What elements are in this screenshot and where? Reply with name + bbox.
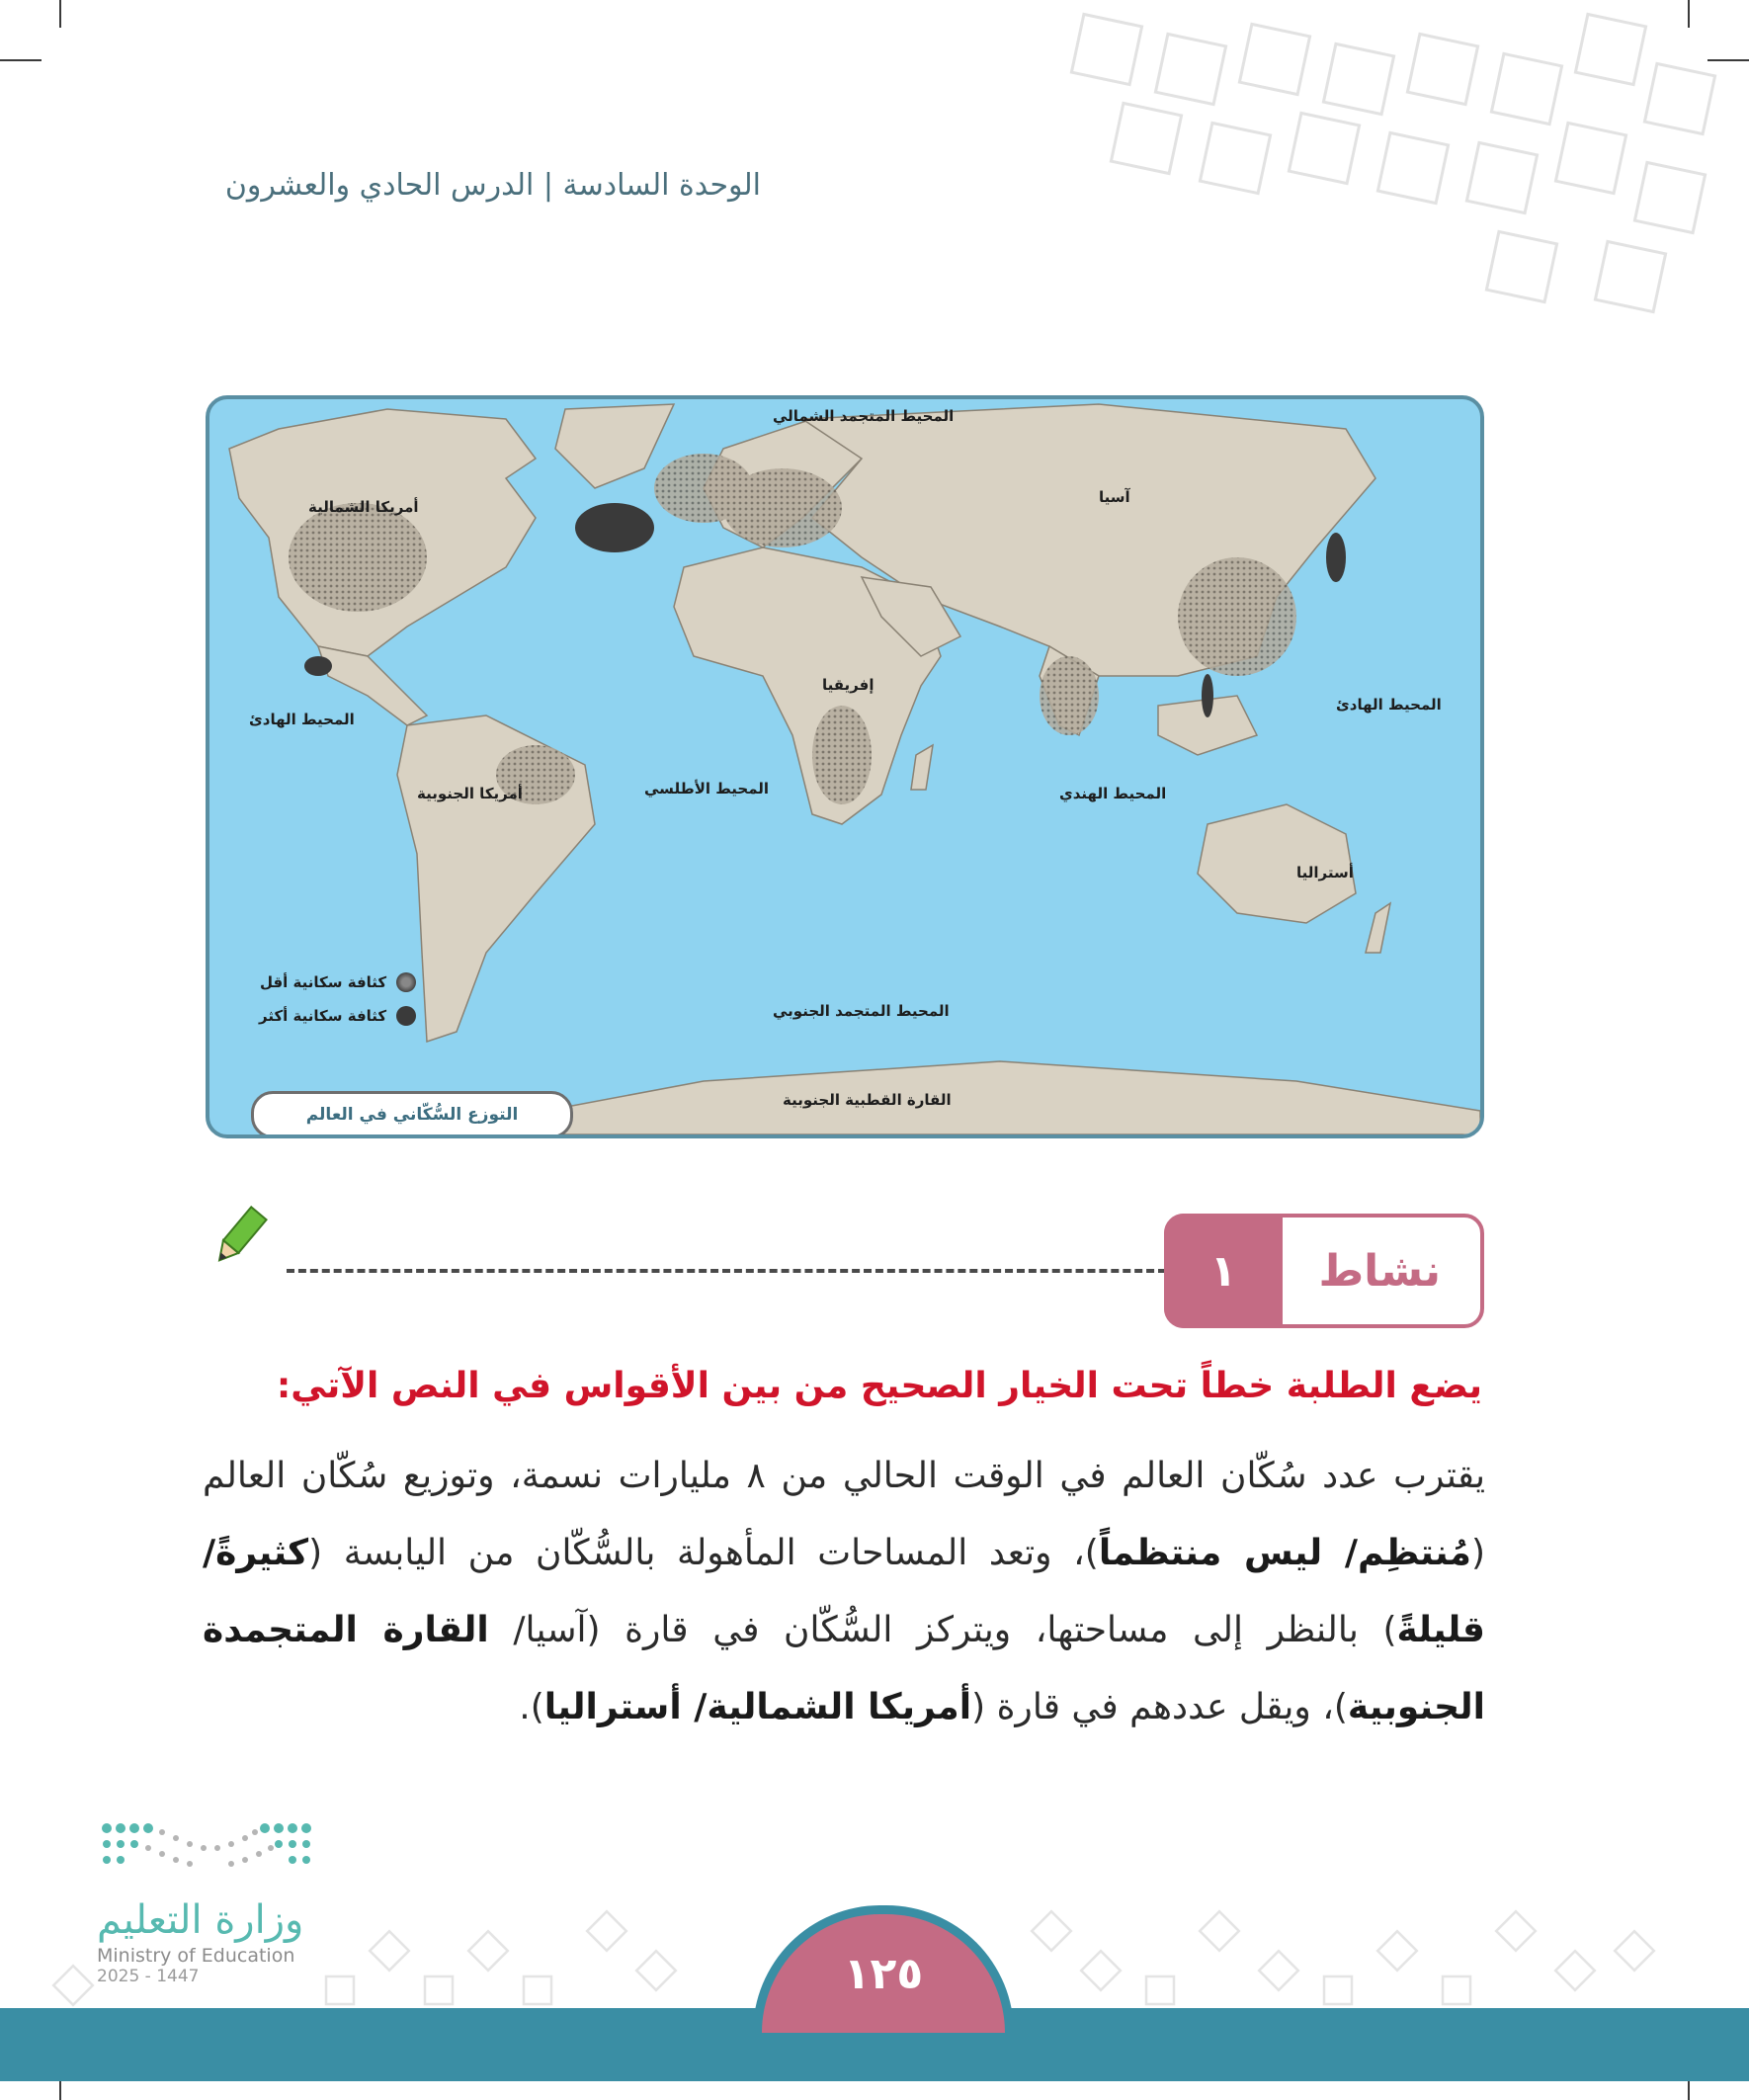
map-caption: التوزع السُّكّاني في العالم bbox=[251, 1091, 573, 1138]
crop-mark bbox=[0, 59, 42, 61]
logo-year-text: 2025 - 1447 bbox=[97, 1967, 200, 1986]
label-australia: أستراليا bbox=[1296, 864, 1354, 882]
activity-divider bbox=[287, 1269, 1166, 1273]
pencil-icon bbox=[206, 1206, 275, 1275]
legend-swatch-more bbox=[396, 1006, 416, 1026]
lesson-title: الدرس الحادي والعشرون bbox=[224, 168, 535, 203]
legend-swatch-less bbox=[396, 972, 416, 992]
option-antarctica: القارة المتجمدة الجنوبية bbox=[203, 1610, 1485, 1727]
page-header bbox=[208, 168, 761, 203]
option-continents: أمريكا الشمالية/ أستراليا bbox=[543, 1687, 972, 1727]
logo-arabic-text: وزارة التعليم bbox=[97, 1897, 304, 1943]
label-arctic-ocean: المحيط المتجمد الشمالي bbox=[773, 407, 955, 425]
paragraph-text: )، وتعد المساحات المأهولة بالسُّكّان من اليابسة ( bbox=[308, 1533, 1099, 1573]
activity-instruction: يضع الطلبة خطاً تحت الخيار الصحيح من بين الأقواس في النص الآتي: bbox=[276, 1366, 1482, 1406]
label-pacific-east: المحيط الهادئ bbox=[1336, 696, 1442, 714]
label-north-america: أمريكا الشمالية bbox=[308, 498, 419, 516]
paragraph-text: ). bbox=[519, 1687, 544, 1727]
option-regular: مُنتظِم/ ليس منتظماً bbox=[1098, 1533, 1471, 1573]
legend-label-less: كثافة سكانية أقل bbox=[259, 973, 387, 991]
crop-mark bbox=[59, 0, 61, 28]
paragraph-text: )، ويقل عددهم في قارة ( bbox=[971, 1687, 1348, 1727]
legend-row-less bbox=[259, 972, 416, 992]
activity-number: ١ bbox=[1164, 1214, 1283, 1328]
label-indian-ocean: المحيط الهندي bbox=[1059, 785, 1167, 802]
label-southern-ocean: المحيط المتجمد الجنوبي bbox=[773, 1002, 950, 1020]
map-legend bbox=[259, 972, 416, 1040]
activity-paragraph bbox=[203, 1438, 1485, 1746]
option-many-few: كثيرةً/ قليلةً bbox=[203, 1533, 1485, 1650]
logo-dots-icon bbox=[97, 1818, 314, 1888]
legend-row-more bbox=[259, 1006, 416, 1026]
unit-title: الوحدة السادسة bbox=[562, 168, 761, 203]
label-atlantic-ocean: المحيط الأطلسي bbox=[644, 780, 770, 798]
paragraph-text: ) بالنظر إلى مساحتها، ويتركز السُّكّان في قارة (آسيا/ bbox=[488, 1610, 1397, 1650]
label-africa: إفريقيا bbox=[822, 676, 874, 694]
header-separator: | bbox=[542, 168, 553, 203]
decorative-pattern bbox=[1057, 0, 1749, 326]
label-south-america: أمريكا الجنوبية bbox=[417, 785, 523, 802]
page-number: ١٢٥ bbox=[753, 1905, 1014, 2033]
label-asia: آسيا bbox=[1099, 488, 1130, 506]
activity-title: نشاط bbox=[1318, 1245, 1441, 1297]
label-pacific-west: المحيط الهادئ bbox=[249, 711, 355, 728]
ministry-logo bbox=[97, 1818, 314, 1986]
label-antarctica: القارة القطبية الجنوبية bbox=[783, 1091, 952, 1109]
logo-english-text: Ministry of Education bbox=[97, 1945, 295, 1967]
legend-label-more: كثافة سكانية أكثر bbox=[259, 1007, 387, 1025]
world-population-map bbox=[206, 395, 1484, 1138]
activity-header bbox=[1164, 1214, 1484, 1328]
paragraph-text: يقترب عدد سُكّان العالم في الوقت الحالي من ٨ مليارات نسمة، وتوزيع سُكّان العالم ( bbox=[203, 1456, 1485, 1573]
